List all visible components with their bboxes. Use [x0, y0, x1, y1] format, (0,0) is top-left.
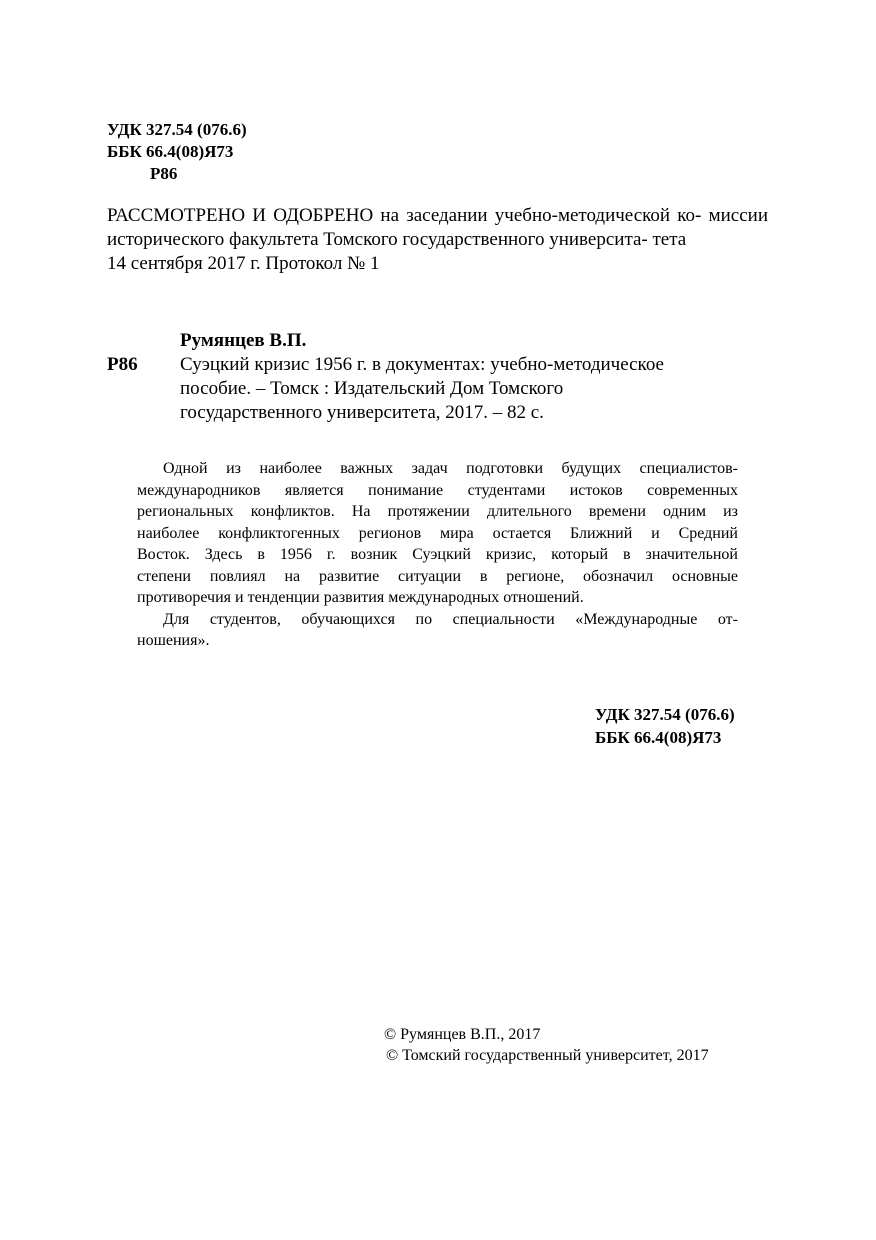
annotation-line: Восток. Здесь в 1956 г. возник Суэцкий кризис, который в значительной [137, 546, 738, 563]
biblio-line-3: государственного университета, 2017. – 82 с. [180, 402, 544, 423]
annotation-line: противоречия и тенденции развития международных отношений. [137, 589, 584, 606]
approval-line-3: тета [652, 229, 687, 250]
biblio-description [180, 353, 760, 425]
annotation-line: Одной из наиболее важных задач подготовки будущих специалистов- [163, 460, 738, 477]
approval-statement [107, 204, 768, 276]
annotation-line: международников является понимание студентами истоков современных [137, 481, 738, 499]
annotation-line: ношения». [137, 632, 210, 649]
biblio-author: Румянцев В.П. [180, 330, 307, 351]
author-sign: Р86 [150, 164, 178, 183]
bbk-code: ББК 66.4(08)Я73 [107, 142, 234, 161]
classification-top [107, 119, 247, 185]
annotation-line: степени повлиял на развитие ситуации в регионе, обозначил основные [137, 567, 738, 585]
annotation [137, 458, 738, 652]
copyright-university: © Томский государственный университет, 2017 [386, 1047, 709, 1064]
udk-code: УДК 327.54 (076.6) [107, 120, 247, 139]
biblio-author-sign: Р86 [107, 354, 138, 375]
approval-line-2: миссии исторического факультета Томского государственного университа- [107, 205, 768, 250]
classification-bottom [595, 703, 735, 749]
udk-code: УДК 327.54 (076.6) [595, 705, 735, 724]
approval-date: 14 сентября 2017 г. Протокол № 1 [107, 253, 380, 274]
biblio-line-2: пособие. – Томск : Издательский Дом Томского [180, 378, 564, 399]
annotation-line: Для студентов, обучающихся по специальности «Международные от- [163, 610, 738, 628]
annotation-line: региональных конфликтов. На протяжении длительного времени одним из [137, 503, 738, 520]
approval-line-1: РАССМОТРЕНО И ОДОБРЕНО на заседании учебно-методической ко- [107, 205, 702, 226]
bbk-code: ББК 66.4(08)Я73 [595, 728, 722, 747]
biblio-line-1: Суэцкий кризис 1956 г. в документах: учебно-методическое [180, 354, 664, 375]
annotation-line: наиболее конфликтогенных регионов мира остается Ближний и Средний [137, 524, 738, 542]
copyright-author: © Румянцев В.П., 2017 [384, 1026, 541, 1043]
copyright-block [384, 1024, 709, 1066]
